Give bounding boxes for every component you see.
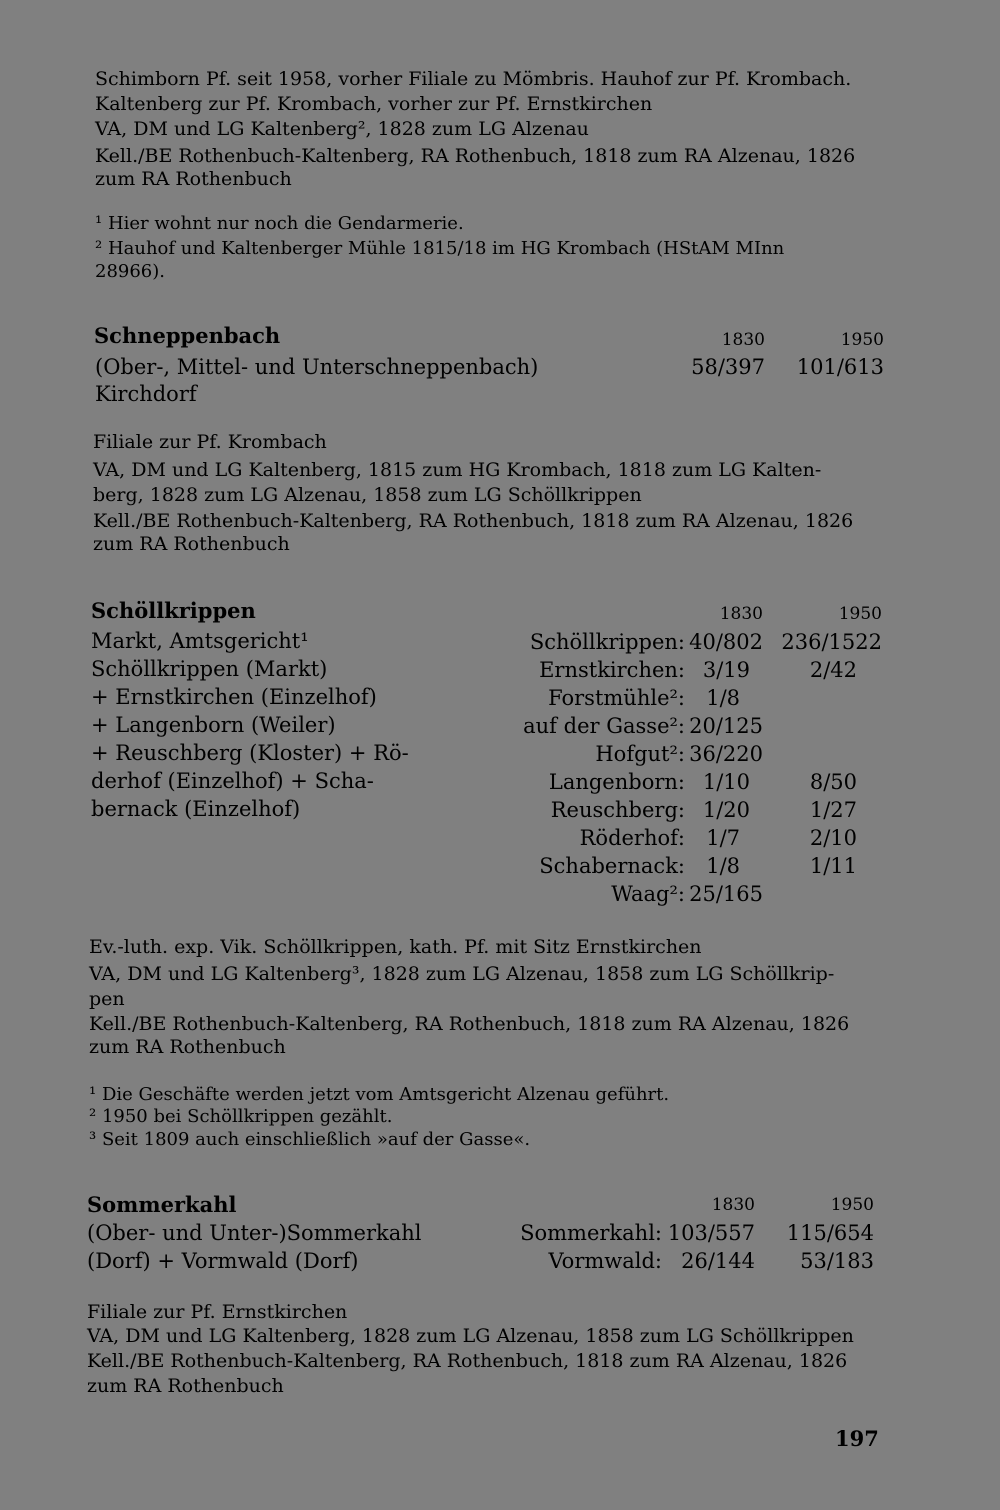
schoellkrippen-footnote-1: ¹ Die Geschäfte werden jetzt vom Amtsgericht Alzenau geführt. <box>89 1084 670 1105</box>
top-line-4: Kell./BE Rothenbuch-Kaltenberg, RA Rothenbuch, 1818 zum RA Alzenau, 1826 <box>95 145 856 167</box>
row-1950-value: 8/50 <box>809 770 857 794</box>
section-title-schneppenbach: Schneppenbach <box>94 323 281 348</box>
schoellkrippen-desc-1: Markt, Amtsgericht¹ <box>91 629 309 653</box>
row-1830-value: 20/125 <box>689 714 763 738</box>
row-label: Langenborn: <box>548 770 685 794</box>
top-line-1: Schimborn Pf. seit 1958, vorher Filiale zu Mömbris. Hauhof zur Pf. Krombach. <box>95 68 852 90</box>
row-1950-value: 53/183 <box>800 1249 874 1273</box>
row-1830-value: 1/10 <box>702 770 750 794</box>
top-line-3: VA, DM und LG Kaltenberg², 1828 zum LG Alzenau <box>95 118 589 140</box>
year-1950-schoellkrippen: 1950 <box>838 604 882 624</box>
top-footnote-2: ² Hauhof und Kaltenberger Mühle 1815/18 im HG Krombach (HStAM MInn <box>95 238 785 259</box>
year-1830-schneppenbach: 1830 <box>721 330 765 350</box>
schoellkrippen-footnote-2: ² 1950 bei Schöllkrippen gezählt. <box>89 1106 393 1127</box>
row-1830-value: 1/20 <box>702 798 750 822</box>
row-label: Sommerkahl: <box>520 1221 662 1245</box>
sommerkahl-line-4: zum RA Rothenbuch <box>87 1375 284 1397</box>
schoellkrippen-desc-6: derhof (Einzelhof) + Scha- <box>91 769 374 793</box>
sommerkahl-line-3: Kell./BE Rothenbuch-Kaltenberg, RA Rothenbuch, 1818 zum RA Alzenau, 1826 <box>87 1350 848 1372</box>
sommerkahl-line-2: VA, DM und LG Kaltenberg, 1828 zum LG Alzenau, 1858 zum LG Schöllkrippen <box>87 1325 854 1347</box>
schoellkrippen-line-5: zum RA Rothenbuch <box>89 1036 286 1058</box>
row-1830-value: 26/144 <box>681 1249 755 1273</box>
schoellkrippen-line-4: Kell./BE Rothenbuch-Kaltenberg, RA Rothenbuch, 1818 zum RA Alzenau, 1826 <box>89 1013 850 1035</box>
schoellkrippen-desc-4: + Langenborn (Weiler) <box>91 713 336 737</box>
schneppenbach-1950-value: 101/613 <box>796 355 884 379</box>
sommerkahl-line-1: Filiale zur Pf. Ernstkirchen <box>87 1301 348 1323</box>
top-footnote-3: 28966). <box>95 261 166 282</box>
schoellkrippen-desc-3: + Ernstkirchen (Einzelhof) <box>91 685 377 709</box>
row-1830-value: 36/220 <box>689 742 763 766</box>
row-1950-value: 115/654 <box>786 1221 874 1245</box>
schoellkrippen-line-3: pen <box>89 988 125 1010</box>
row-1950-value: 236/1522 <box>781 630 882 654</box>
row-1950-value: 2/42 <box>809 658 857 682</box>
row-label: Schabernack: <box>539 854 685 878</box>
row-1830-value: 103/557 <box>667 1221 755 1245</box>
sommerkahl-desc-2: (Dorf) + Vormwald (Dorf) <box>87 1249 359 1273</box>
row-label: Hofgut²: <box>595 742 685 766</box>
year-1950-schneppenbach: 1950 <box>840 330 884 350</box>
row-label: Reuschberg: <box>550 798 685 822</box>
schneppenbach-desc-2: Kirchdorf <box>95 382 197 406</box>
schneppenbach-desc-1: (Ober-, Mittel- und Unterschneppenbach) <box>95 355 539 379</box>
schoellkrippen-desc-2: Schöllkrippen (Markt) <box>91 657 328 681</box>
row-1830-value: 1/8 <box>706 686 740 710</box>
top-line-2: Kaltenberg zur Pf. Krombach, vorher zur Pf. Ernstkirchen <box>95 93 653 115</box>
top-footnote-1: ¹ Hier wohnt nur noch die Gendarmerie. <box>95 213 464 234</box>
schoellkrippen-line-2: VA, DM und LG Kaltenberg³, 1828 zum LG Alzenau, 1858 zum LG Schöllkrip- <box>89 963 835 985</box>
section-title-sommerkahl: Sommerkahl <box>87 1192 237 1217</box>
row-label: Röderhof: <box>579 826 685 850</box>
top-line-5: zum RA Rothenbuch <box>95 168 292 190</box>
schoellkrippen-footnote-3: ³ Seit 1809 auch einschließlich »auf der Gasse«. <box>89 1129 531 1150</box>
page-number: 197 <box>835 1426 879 1451</box>
year-1830-sommerkahl: 1830 <box>711 1195 755 1215</box>
schneppenbach-line-5: zum RA Rothenbuch <box>93 533 290 555</box>
row-1950-value: 2/10 <box>809 826 857 850</box>
schoellkrippen-desc-7: bernack (Einzelhof) <box>91 797 301 821</box>
schoellkrippen-desc-5: + Reuschberg (Kloster) + Rö- <box>91 741 409 765</box>
schoellkrippen-line-1: Ev.-luth. exp. Vik. Schöllkrippen, kath. Pf. mit Sitz Ernstkirchen <box>89 936 702 958</box>
row-label: Waag²: <box>611 882 685 906</box>
row-1950-value: 1/11 <box>809 854 857 878</box>
schneppenbach-line-3: berg, 1828 zum LG Alzenau, 1858 zum LG Schöllkrippen <box>93 484 642 506</box>
year-1950-sommerkahl: 1950 <box>830 1195 874 1215</box>
row-1830-value: 1/7 <box>706 826 740 850</box>
row-1830-value: 1/8 <box>706 854 740 878</box>
sommerkahl-desc-1: (Ober- und Unter-)Sommerkahl <box>87 1221 422 1245</box>
row-1830-value: 3/19 <box>702 658 750 682</box>
schneppenbach-line-4: Kell./BE Rothenbuch-Kaltenberg, RA Rothenbuch, 1818 zum RA Alzenau, 1826 <box>93 510 854 532</box>
row-label: auf der Gasse²: <box>523 714 685 738</box>
schneppenbach-line-1: Filiale zur Pf. Krombach <box>93 431 327 453</box>
year-1830-schoellkrippen: 1830 <box>719 604 763 624</box>
schneppenbach-1830-value: 58/397 <box>691 355 765 379</box>
row-label: Ernstkirchen: <box>539 658 685 682</box>
row-1950-value: 1/27 <box>809 798 857 822</box>
row-1830-value: 25/165 <box>689 882 763 906</box>
row-label: Vormwald: <box>548 1249 662 1273</box>
section-title-schoellkrippen: Schöllkrippen <box>91 598 256 623</box>
row-label: Forstmühle²: <box>548 686 685 710</box>
schneppenbach-line-2: VA, DM und LG Kaltenberg, 1815 zum HG Krombach, 1818 zum LG Kalten- <box>93 459 822 481</box>
row-label: Schöllkrippen: <box>529 630 685 654</box>
row-1830-value: 40/802 <box>689 630 763 654</box>
